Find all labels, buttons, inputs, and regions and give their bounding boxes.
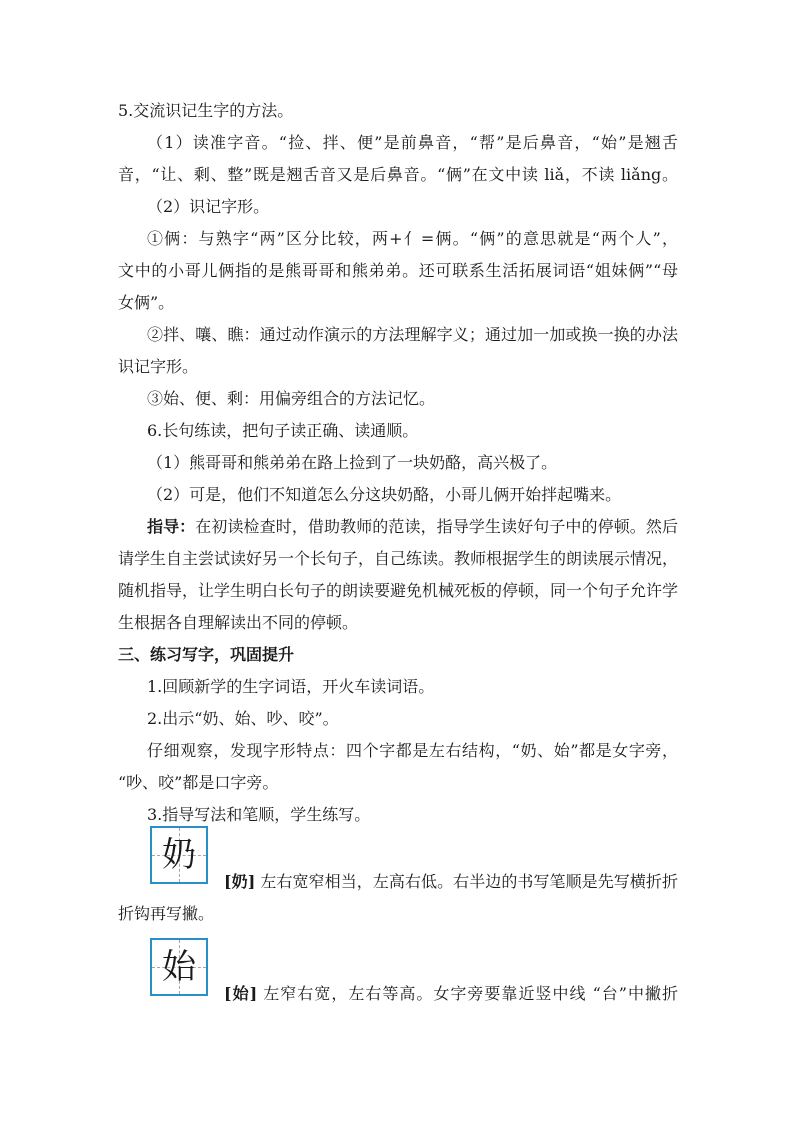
step-3: 3.指导写法和笔顺，学生练写。 — [147, 805, 371, 824]
guide-line1 — [147, 517, 678, 537]
nai-description-line1 — [224, 872, 678, 892]
section-6-title: 6.长句练读，把句子读正确、读通顺。 — [147, 421, 419, 440]
character-grid-shi — [150, 938, 208, 996]
shi-text: 左窄右宽，左右等高。女字旁要靠近竖中线 “台”中撇折 — [263, 984, 678, 1003]
paragraph-ban-line1: ②拌、嚷、瞧：通过动作演示的方法理解字义；通过加一加或换一换的办法 — [147, 325, 678, 344]
paragraph-pronunciation-line1: （1）读准字音。“捡、拌、便”是前鼻音，“帮”是后鼻音，“始”是翘舌 — [147, 133, 678, 152]
paragraph-character-shapes: （2）识记字形。 — [147, 197, 270, 216]
guide-text: 在初读检查时，借助教师的范读，指导学生读好句子中的停顿。然后 — [195, 517, 678, 536]
character-shi: 始 — [162, 947, 196, 987]
paragraph-lia-line3: 女俩”。 — [118, 293, 175, 312]
guide-line4: 生根据各自理解读出不同的停顿。 — [118, 613, 359, 632]
nai-text: 左右宽窄相当，左高右低。右半边的书写笔顺是先写横折折 — [260, 872, 678, 891]
paragraph-pronunciation-line2: 音，“让、剩、整”既是翘舌音又是后鼻音。“俩”在文中读 liǎ，不读 liǎng。 — [118, 165, 678, 184]
shi-description-line1 — [224, 984, 678, 1004]
sentence-1: （1）熊哥哥和熊弟弟在路上捡到了一块奶酪，高兴极了。 — [147, 453, 558, 472]
step-2: 2.出示“奶、始、吵、咬”。 — [147, 709, 339, 728]
paragraph-lia-line1: ①俩：与熟字“两”区分比较，两+亻=俩。“俩”的意思就是“两个人”， — [147, 229, 678, 248]
guide-line3: 随机指导，让学生明白长句子的朗读要避免机械死板的停顿，同一个句子允许学 — [118, 581, 679, 600]
section-3-heading: 三、练习写字，巩固提升 — [118, 645, 295, 664]
sentence-2: （2）可是，他们不知道怎么分这块奶酪，小哥儿俩开始拌起嘴来。 — [147, 485, 622, 504]
step-1: 1.回顾新学的生字词语，开火车读词语。 — [147, 677, 435, 696]
character-grid-nai — [150, 826, 208, 884]
paragraph-shi: ③始、便、剩：用偏旁组合的方法记忆。 — [147, 389, 436, 408]
shi-label: [始] — [224, 984, 258, 1003]
section-5-title: 5.交流识记生字的方法。 — [118, 101, 294, 120]
guide-line2: 请学生自主尝试读好另一个长句子，自己练读。教师根据学生的朗读展示情况， — [118, 549, 679, 568]
guide-label: 指导： — [147, 517, 196, 536]
observation-line1: 仔细观察，发现字形特点：四个字都是左右结构，“奶、始”都是女字旁， — [147, 741, 678, 760]
character-nai: 奶 — [162, 835, 196, 875]
nai-description-line2: 折钩再写撇。 — [118, 904, 215, 923]
paragraph-lia-line2: 文中的小哥儿俩指的是熊哥哥和熊弟弟。还可联系生活拓展词语“姐妹俩”“母 — [118, 261, 678, 280]
nai-label: [奶] — [224, 872, 256, 891]
observation-line2: “吵、咬”都是口字旁。 — [118, 773, 279, 792]
paragraph-ban-line2: 识记字形。 — [118, 357, 199, 376]
